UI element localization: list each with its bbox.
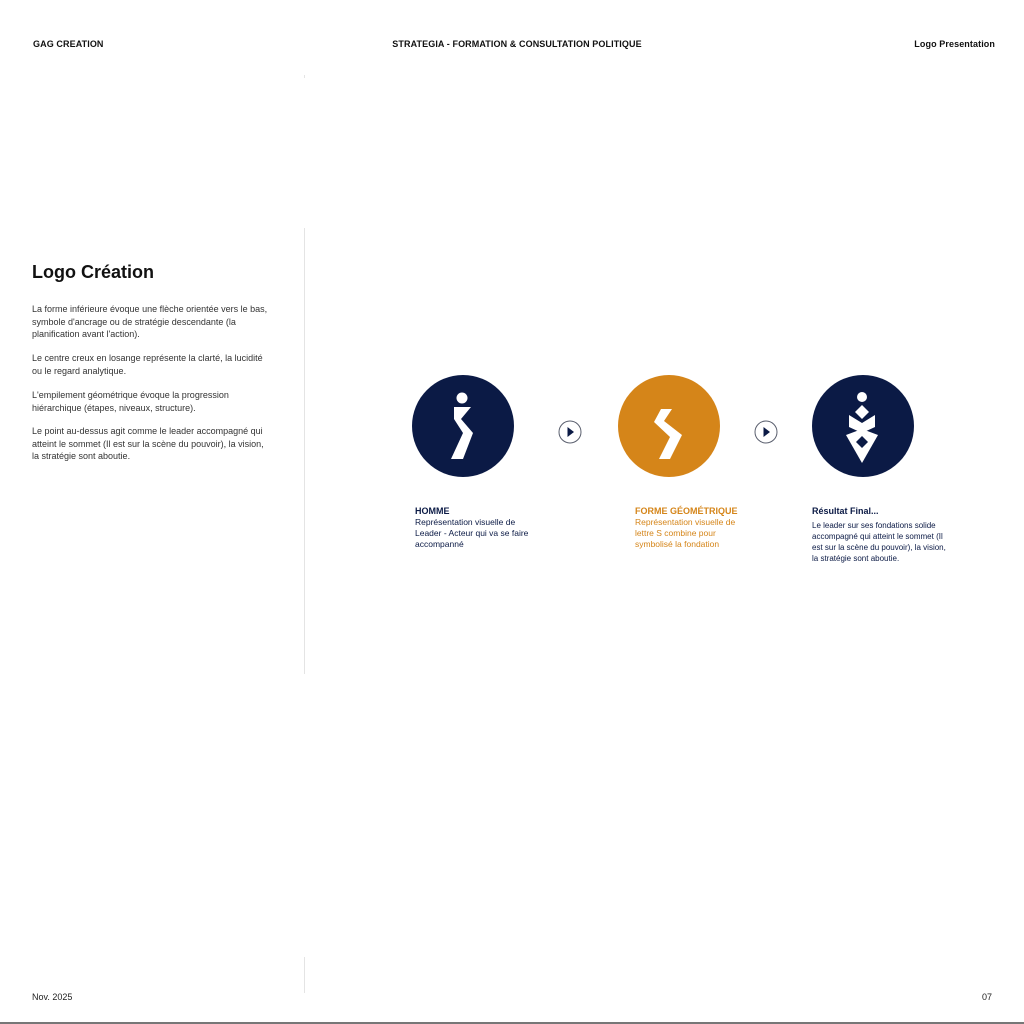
step-description-forme: Représentation visuelle de lettre S combine pour symbolisé la fondation (635, 517, 736, 549)
play-arrow-icon (754, 420, 778, 444)
description-paragraph: L'empilement géométrique évoque la progression hiérarchique (étapes, niveaux, structure). (32, 390, 229, 413)
geometric-s-icon (618, 375, 720, 477)
header-section-label: Logo Presentation (914, 39, 995, 49)
description-paragraph: Le point au-dessus agit comme le leader accompagné qui atteint le sommet (Il est sur la scène du pouvoir), la vision, la stratégie sont aboutie. (32, 426, 264, 461)
header-brand: GAG CREATION (33, 39, 104, 49)
column-divider (304, 228, 305, 674)
column-divider-top (304, 75, 305, 78)
header-project-title: STRATEGIA - FORMATION & CONSULTATION POLITIQUE (392, 39, 642, 49)
description-paragraph: Le centre creux en losange représente la clarté, la lucidité ou le regard analytique. (32, 353, 263, 376)
step-description-homme: Représentation visuelle de Leader - Acteur qui va se faire accompanné (415, 517, 529, 549)
step-title-resultat: Résultat Final... (812, 506, 879, 516)
page-number: 07 (981, 992, 992, 1002)
final-logo-icon (812, 375, 914, 477)
footer-date: Nov. 2025 (32, 992, 73, 1002)
step-description-resultat: Le leader sur ses fondations solide accompagné qui atteint le sommet (Il est sur la scène du pouvoir), la vision, la stratégie sont aboutie. (812, 521, 946, 563)
column-divider-bottom (304, 957, 305, 993)
section-title: Logo Création (32, 262, 154, 282)
person-s-icon (412, 375, 514, 477)
step-title-homme: HOMME (415, 506, 450, 516)
step-title-forme: FORME GÉOMÉTRIQUE (635, 506, 738, 516)
play-arrow-icon (558, 420, 582, 444)
description-paragraph: La forme inférieure évoque une flèche orientée vers le bas, symbole d'ancrage ou de stratégie descendante (la planification avant l'action). (32, 304, 268, 339)
